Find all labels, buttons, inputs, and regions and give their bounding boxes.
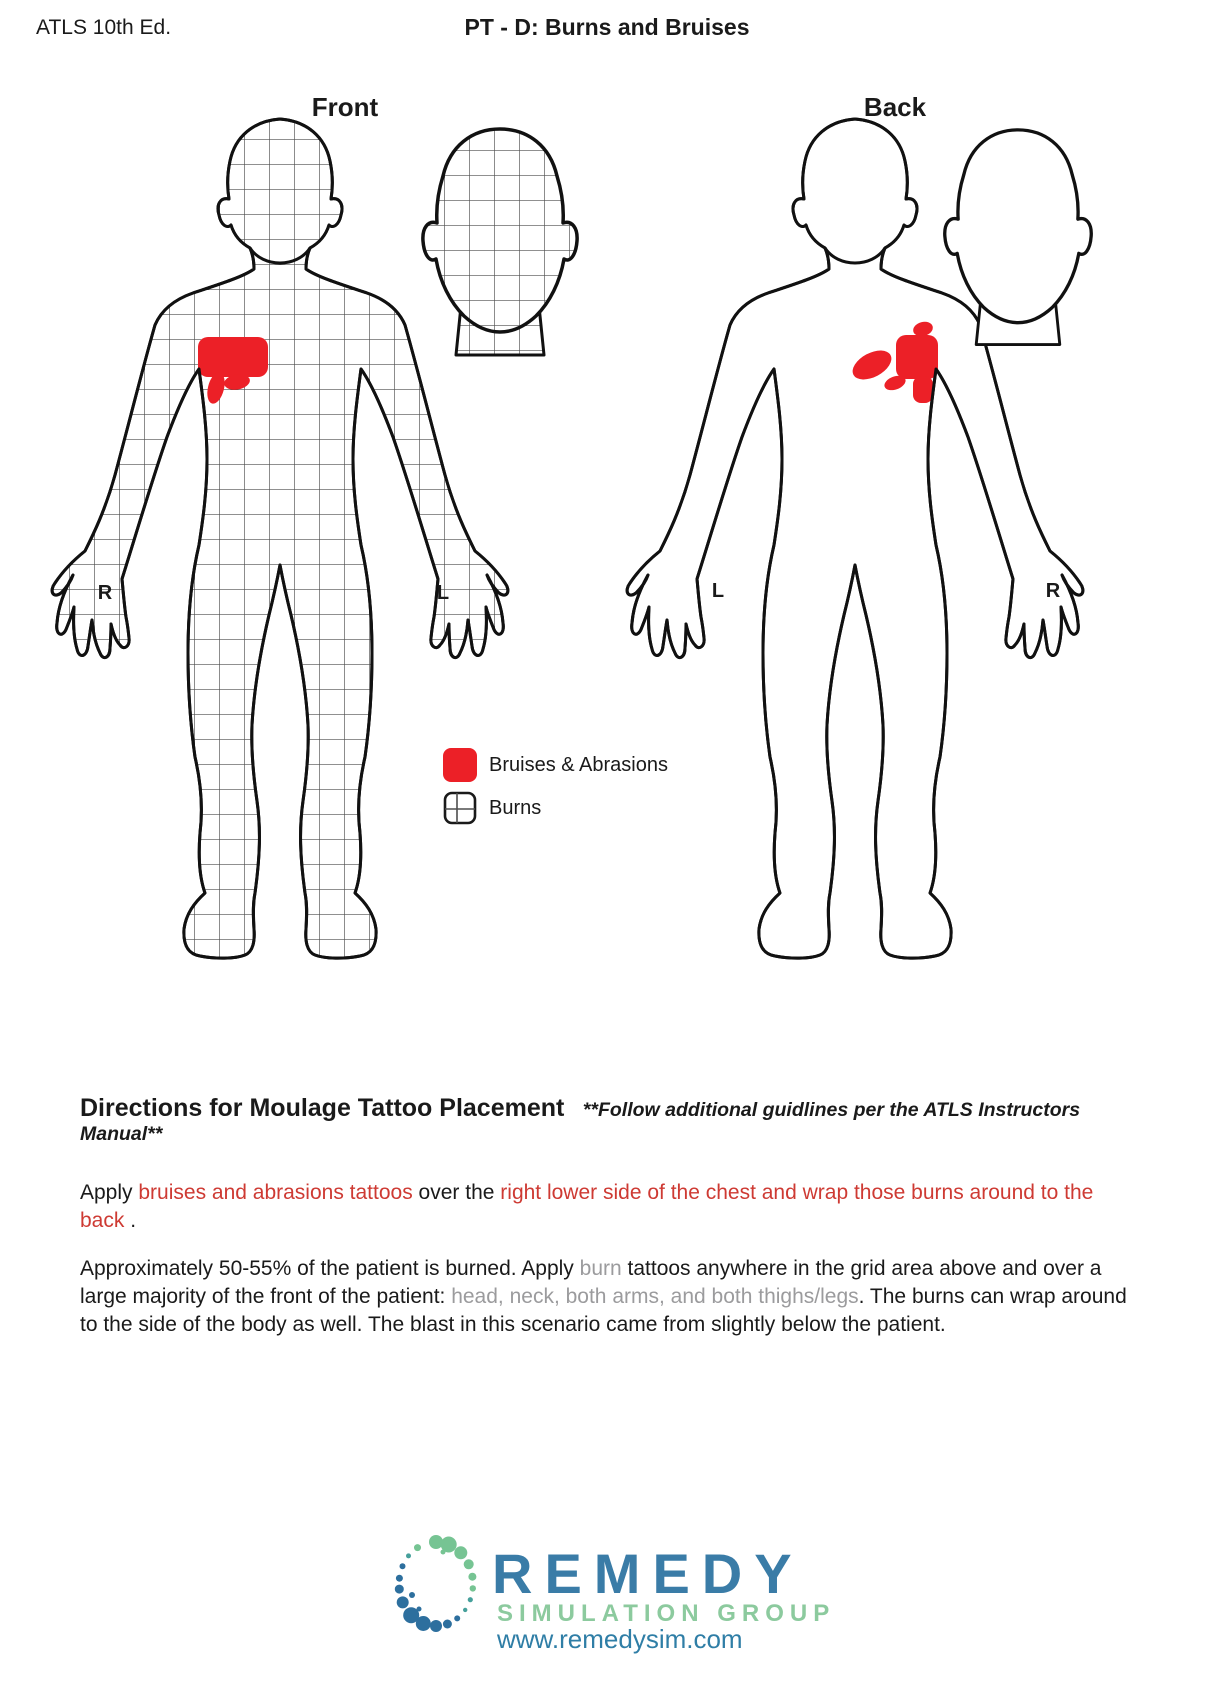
bruises-legend-label: Bruises & Abrasions <box>489 753 668 776</box>
text-segment: Apply <box>80 1181 139 1204</box>
front-left-hand-label: L <box>436 582 450 604</box>
page-title: PT - D: Burns and Bruises <box>464 14 750 40</box>
front-head-figure <box>423 129 577 355</box>
directions-paragraph-2 <box>80 1255 1143 1339</box>
directions-heading: Directions for Moulage Tattoo Placement <box>80 1094 565 1122</box>
directions-section <box>80 1094 1143 1339</box>
back-bruise-edge-patch <box>913 376 933 403</box>
text-segment-gray: head, neck, both arms, and both thighs/legs <box>451 1285 859 1308</box>
front-bruise-patch <box>198 337 268 377</box>
directions-paragraph-1 <box>80 1179 1143 1235</box>
brand-name: REMEDY <box>492 1542 804 1605</box>
text-segment: . The burns can wrap around to the side of the body as well. The blast in this scenario came from slightly below the patient. <box>80 1285 1127 1336</box>
remedy-logo-icon <box>386 1532 486 1638</box>
brand-subtitle: SIMULATION GROUP <box>497 1600 836 1627</box>
edition-label: ATLS 10th Ed. <box>36 16 172 39</box>
text-segment: Approximately 50-55% of the patient is burned. Apply <box>80 1257 580 1280</box>
legend <box>443 748 668 825</box>
front-head-outline <box>423 129 577 332</box>
text-segment: . <box>124 1209 137 1232</box>
back-figure-label: Back <box>863 92 927 122</box>
text-segment-red: right lower side of the chest and wrap those burns around to the back <box>80 1181 1094 1232</box>
legend-burns-row <box>443 791 668 825</box>
text-segment-gray: burn <box>579 1257 622 1280</box>
directions-heading-row <box>80 1094 1143 1146</box>
back-head-outline <box>945 130 1092 323</box>
front-right-hand-label: R <box>97 582 113 604</box>
text-segment: tattoos anywhere in the grid area above and over a large majority of the front of the patient: <box>80 1257 1102 1308</box>
text-segment-red: bruises and abrasions tattoos <box>138 1181 413 1204</box>
burns-legend-label: Burns <box>489 796 542 819</box>
brand-website: www.remedysim.com <box>497 1624 743 1654</box>
legend-bruises-row <box>443 748 668 782</box>
back-left-hand-label: L <box>711 580 725 602</box>
bruises-swatch-icon <box>443 748 477 782</box>
front-figure-label: Front <box>311 92 379 122</box>
directions-note: **Follow additional guidlines per the ATLS Instructors Manual** <box>80 1099 1081 1145</box>
burns-swatch-icon <box>443 791 477 825</box>
back-bruise-patch <box>896 335 938 379</box>
text-segment: over the <box>412 1181 501 1204</box>
back-right-hand-label: R <box>1045 580 1061 602</box>
